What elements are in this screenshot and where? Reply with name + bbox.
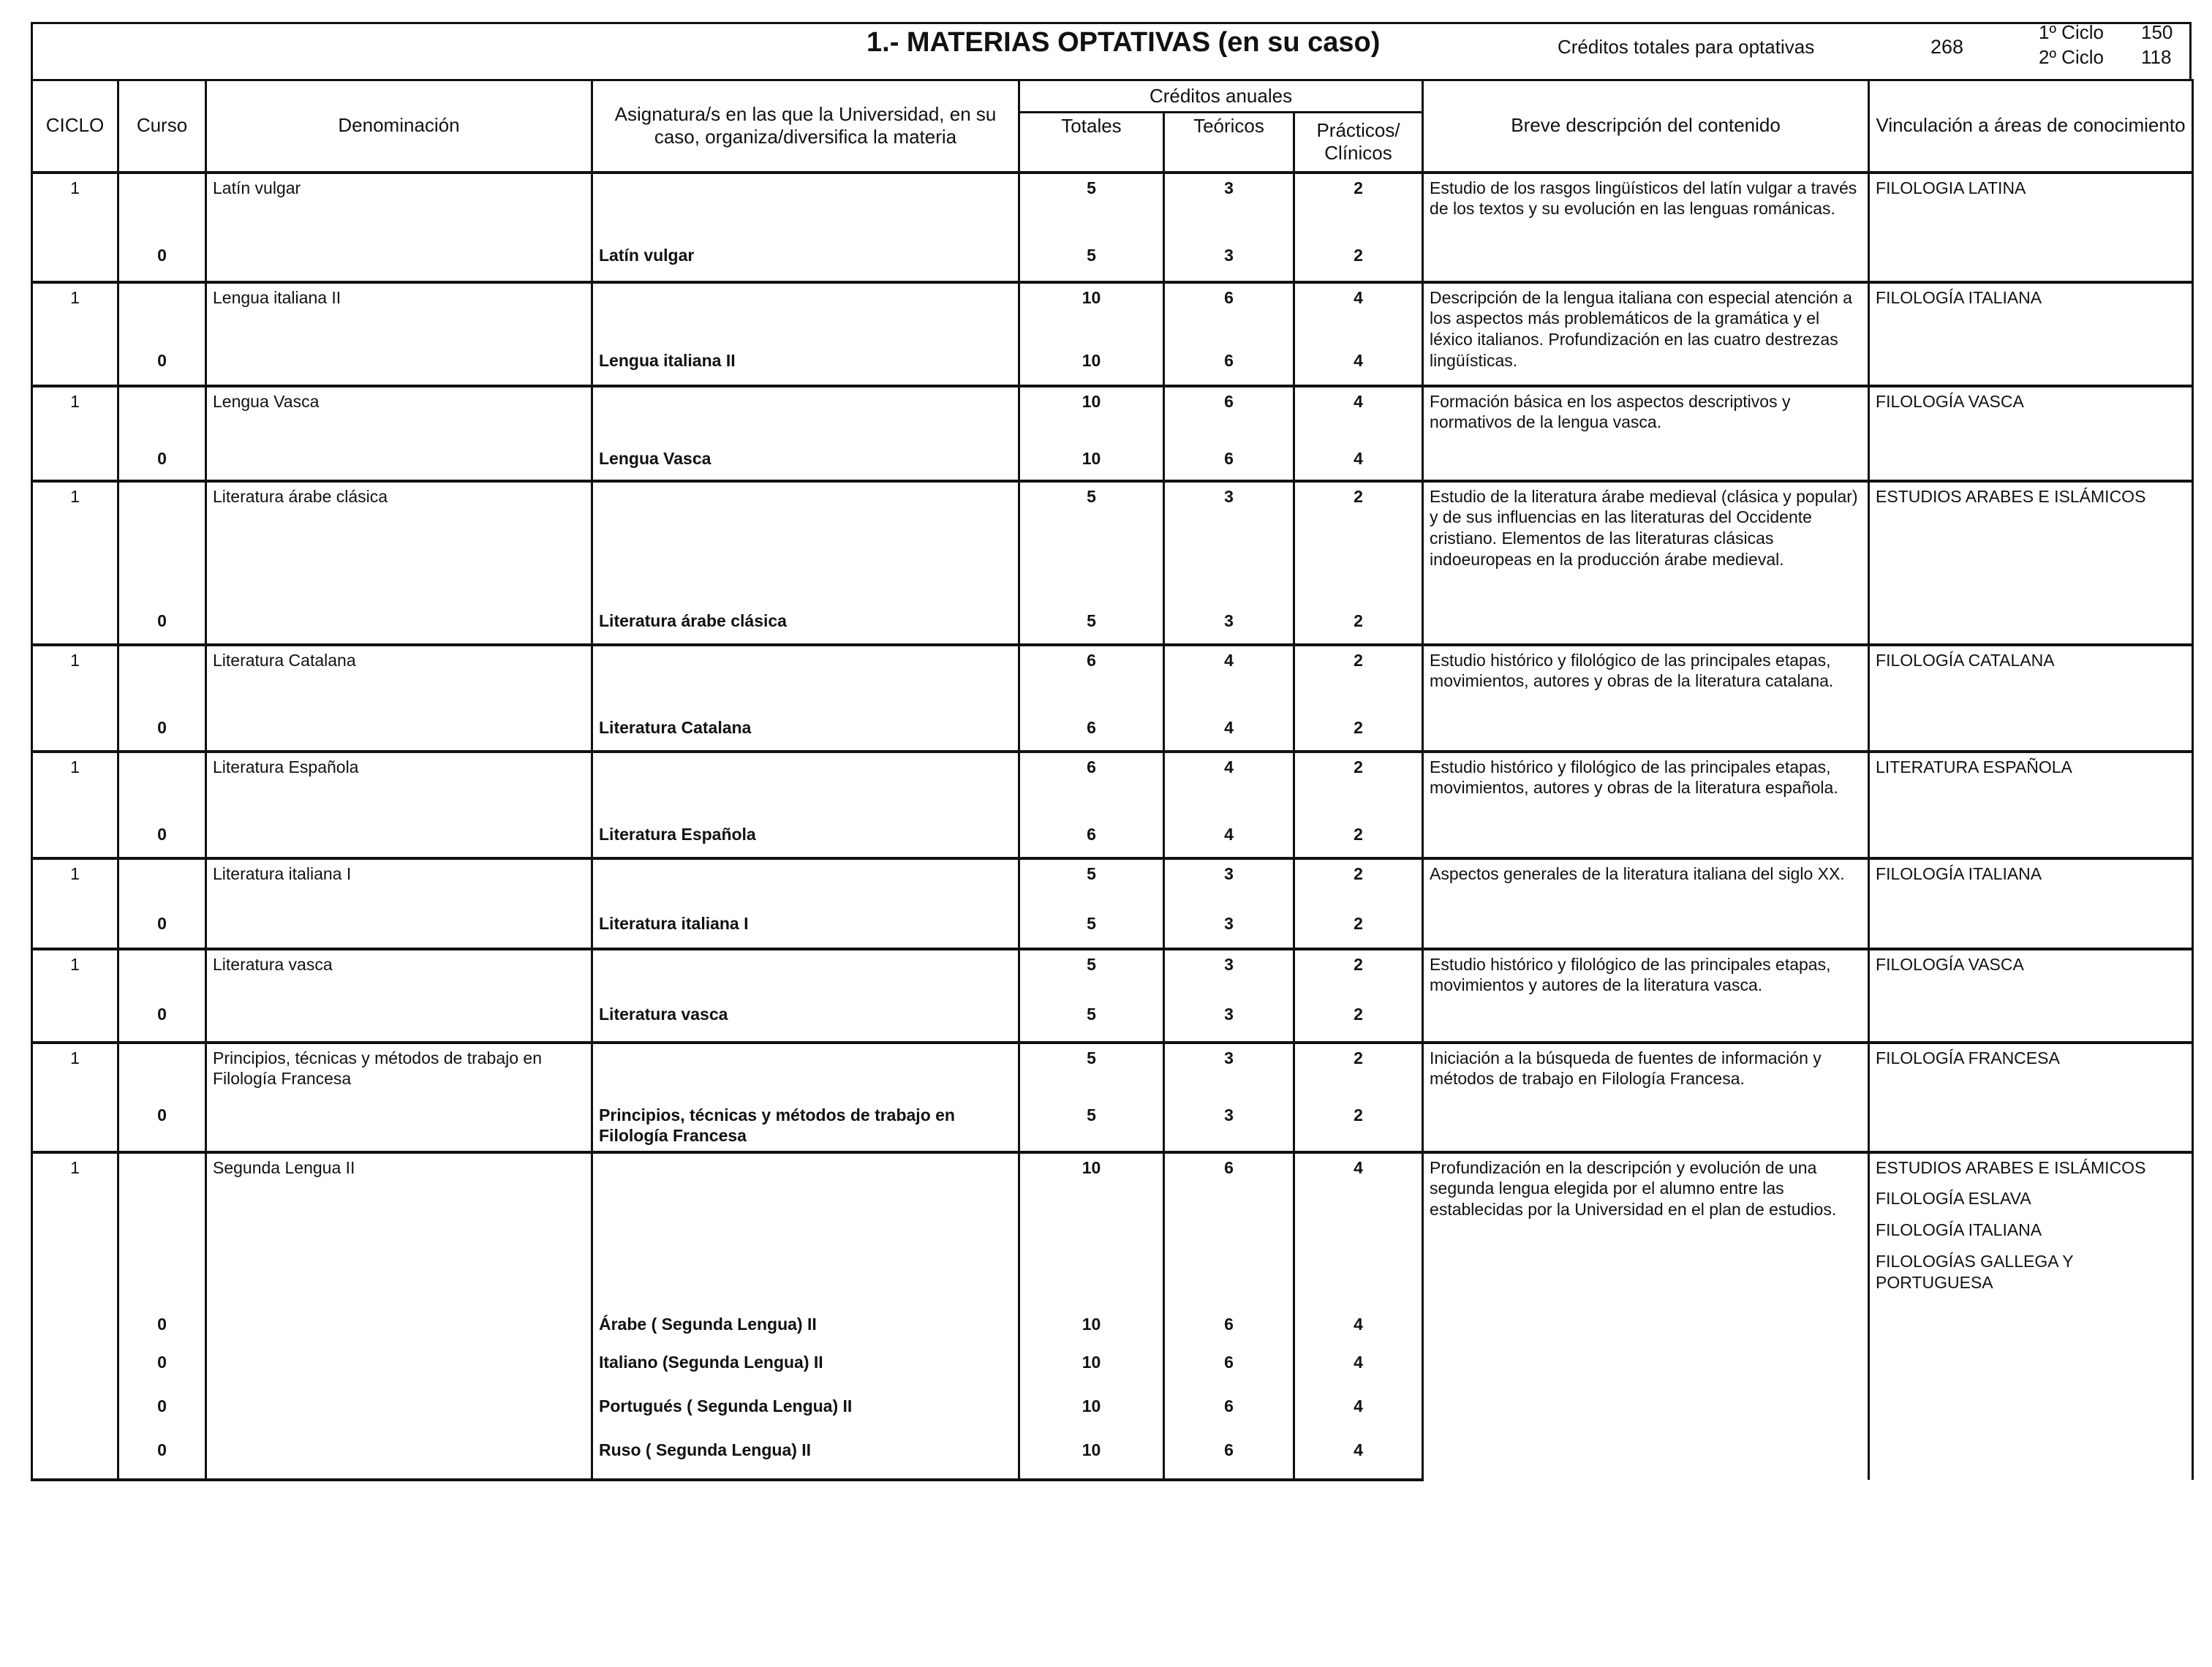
- curso-cell: 0: [118, 1348, 206, 1392]
- col-descripcion-header: Breve descripción del contenido: [1423, 80, 1869, 173]
- practicos-cell: 2: [1294, 645, 1423, 714]
- area-item: FILOLOGÍA ITALIANA: [1876, 1220, 2042, 1239]
- ciclo-cell: [32, 1101, 118, 1152]
- ciclo-cell: [32, 1348, 118, 1392]
- denominacion-cell: [206, 1436, 592, 1480]
- total-credits-label: Créditos totales para optativas: [1558, 36, 1815, 58]
- asignatura-cell: Lengua Vasca: [592, 445, 1019, 481]
- totales-cell: 6: [1019, 820, 1164, 858]
- ciclo-cell: 1: [32, 173, 118, 241]
- denominacion-cell: [206, 445, 592, 481]
- ciclo-cell: [32, 1436, 118, 1480]
- totales-cell: 10: [1019, 282, 1164, 347]
- totales-cell: 5: [1019, 481, 1164, 607]
- cycle1-label: 1º Ciclo: [2039, 21, 2104, 43]
- curso-cell: [118, 645, 206, 714]
- denominacion-cell: Principios, técnicas y métodos de trabajo en Filología Francesa: [206, 1043, 592, 1101]
- ciclo-cell: [32, 820, 118, 858]
- area-item: FILOLOGÍA CATALANA: [1876, 650, 2055, 670]
- practicos-cell: 2: [1294, 910, 1423, 949]
- col-denominacion-header: Denominación: [206, 80, 592, 173]
- totales-cell: 6: [1019, 645, 1164, 714]
- ciclo-cell: [32, 347, 118, 386]
- col-curso-header: Curso: [118, 80, 206, 173]
- totales-cell: 10: [1019, 347, 1164, 386]
- vinculacion-cell: [1869, 282, 2193, 386]
- descripcion-cell: Estudio histórico y filológico de las principales etapas, movimientos y autores de la literatura vasca.: [1423, 949, 1869, 1043]
- descripcion-cell: Estudio de la literatura árabe medieval (clásica y popular) y de sus influencias en las literaturas del Occidente cristiano. Elementos de las literaturas clásicas indoeuropeas en la producción árabe medieval.: [1423, 481, 1869, 645]
- vinculacion-cell: [1869, 386, 2193, 481]
- table-row: [32, 282, 2193, 347]
- practicos-cell: 4: [1294, 1348, 1423, 1392]
- ciclo-cell: [32, 1310, 118, 1348]
- practicos-cell: 2: [1294, 1043, 1423, 1101]
- descripcion-cell: Estudio histórico y filológico de las principales etapas, movimientos, autores y obras de la literatura catalana.: [1423, 645, 1869, 752]
- col-totales-header: Totales: [1019, 113, 1164, 173]
- totales-cell: 5: [1019, 858, 1164, 910]
- asignatura-cell: Literatura Catalana: [592, 714, 1019, 752]
- curso-cell: [118, 481, 206, 607]
- ciclo-cell: 1: [32, 481, 118, 607]
- vinculacion-cell: [1869, 752, 2193, 858]
- curso-cell: 0: [118, 445, 206, 481]
- ciclo-cell: [32, 445, 118, 481]
- cycle2-value: 118: [2141, 46, 2172, 68]
- totales-cell: 10: [1019, 386, 1164, 445]
- practicos-cell: 4: [1294, 1436, 1423, 1480]
- asignatura-cell: [592, 1043, 1019, 1101]
- denominacion-cell: Literatura vasca: [206, 949, 592, 1000]
- table-row: [32, 645, 2193, 714]
- denominacion-cell: [206, 241, 592, 282]
- descripcion-cell: Estudio histórico y filológico de las principales etapas, movimientos, autores y obras de la literatura española.: [1423, 752, 1869, 858]
- teoricos-cell: 6: [1164, 1152, 1294, 1310]
- denominacion-cell: Lengua italiana II: [206, 282, 592, 347]
- practicos-cell: 2: [1294, 1000, 1423, 1043]
- practicos-cell: 4: [1294, 386, 1423, 445]
- curso-cell: 0: [118, 347, 206, 386]
- teoricos-cell: 4: [1164, 820, 1294, 858]
- subjects-table: [31, 79, 2194, 1481]
- denominacion-cell: Literatura italiana I: [206, 858, 592, 910]
- teoricos-cell: 6: [1164, 282, 1294, 347]
- curso-cell: [118, 173, 206, 241]
- curso-cell: 0: [118, 910, 206, 949]
- ciclo-cell: [32, 714, 118, 752]
- curso-cell: [118, 1152, 206, 1310]
- asignatura-cell: [592, 752, 1019, 820]
- curso-cell: [118, 282, 206, 347]
- asignatura-cell: [592, 949, 1019, 1000]
- vinculacion-cell: [1869, 1043, 2193, 1152]
- asignatura-cell: [592, 173, 1019, 241]
- totales-cell: 5: [1019, 910, 1164, 949]
- totales-cell: 10: [1019, 1348, 1164, 1392]
- col-practicos-header: Prácticos/ Clínicos: [1294, 113, 1423, 173]
- vinculacion-cell: [1869, 173, 2193, 282]
- practicos-cell: 4: [1294, 445, 1423, 481]
- totales-cell: 5: [1019, 1000, 1164, 1043]
- totales-cell: 5: [1019, 173, 1164, 241]
- descripcion-cell: Iniciación a la búsqueda de fuentes de información y métodos de trabajo en Filología Francesa.: [1423, 1043, 1869, 1152]
- total-credits-value: 268: [1930, 36, 1964, 58]
- asignatura-cell: [592, 1152, 1019, 1310]
- asignatura-cell: Literatura italiana I: [592, 910, 1019, 949]
- practicos-cell: 2: [1294, 607, 1423, 645]
- teoricos-cell: 6: [1164, 445, 1294, 481]
- curso-cell: 0: [118, 1436, 206, 1480]
- denominacion-cell: [206, 820, 592, 858]
- practicos-cell: 2: [1294, 820, 1423, 858]
- totales-cell: 10: [1019, 1310, 1164, 1348]
- teoricos-cell: 4: [1164, 645, 1294, 714]
- area-item: FILOLOGÍA VASCA: [1876, 954, 2024, 974]
- denominacion-cell: [206, 347, 592, 386]
- practicos-cell: 2: [1294, 173, 1423, 241]
- totales-cell: 5: [1019, 1101, 1164, 1152]
- asignatura-cell: Árabe ( Segunda Lengua) II: [592, 1310, 1019, 1348]
- ciclo-cell: 1: [32, 1043, 118, 1101]
- col-teoricos-header: Teóricos: [1164, 113, 1294, 173]
- area-item: LITERATURA ESPAÑOLA: [1876, 757, 2072, 776]
- col-vinculacion-header: Vinculación a áreas de conocimiento: [1869, 80, 2193, 173]
- asignatura-cell: [592, 282, 1019, 347]
- asignatura-cell: Principios, técnicas y métodos de trabajo en Filología Francesa: [592, 1101, 1019, 1152]
- col-creditos-header: Créditos anuales: [1019, 80, 1423, 113]
- denominacion-cell: Literatura Catalana: [206, 645, 592, 714]
- descripcion-cell: Descripción de la lengua italiana con especial atención a los aspectos más problemáticos de la gramática y el léxico italianos. Profundización en las cuatro destrezas lingüísticas.: [1423, 282, 1869, 386]
- table-row: [32, 858, 2193, 910]
- vinculacion-cell: [1869, 1152, 2193, 1480]
- table-header: [32, 80, 2193, 173]
- practicos-cell: 4: [1294, 1310, 1423, 1348]
- asignatura-cell: Literatura Española: [592, 820, 1019, 858]
- curso-cell: 0: [118, 820, 206, 858]
- cycle2-label: 2º Ciclo: [2039, 46, 2104, 68]
- teoricos-cell: 6: [1164, 1348, 1294, 1392]
- asignatura-cell: Italiano (Segunda Lengua) II: [592, 1348, 1019, 1392]
- teoricos-cell: 6: [1164, 386, 1294, 445]
- asignatura-cell: Portugués ( Segunda Lengua) II: [592, 1392, 1019, 1436]
- vinculacion-cell: [1869, 481, 2193, 645]
- denominacion-cell: [206, 910, 592, 949]
- table-row: [32, 173, 2193, 241]
- ciclo-cell: 1: [32, 858, 118, 910]
- area-item: FILOLOGÍA VASCA: [1876, 391, 2024, 411]
- asignatura-cell: [592, 858, 1019, 910]
- area-item: ESTUDIOS ARABES E ISLÁMICOS: [1876, 1157, 2146, 1177]
- totales-cell: 10: [1019, 1152, 1164, 1310]
- ciclo-cell: [32, 607, 118, 645]
- teoricos-cell: 3: [1164, 607, 1294, 645]
- descripcion-cell: Formación básica en los aspectos descriptivos y normativos de la lengua vasca.: [1423, 386, 1869, 481]
- ciclo-cell: [32, 1392, 118, 1436]
- curso-cell: 0: [118, 607, 206, 645]
- area-item: FILOLOGÍA ITALIANA: [1876, 863, 2042, 883]
- practicos-cell: 2: [1294, 858, 1423, 910]
- table-row: [32, 1152, 2193, 1310]
- practicos-cell: 4: [1294, 1392, 1423, 1436]
- curso-cell: 0: [118, 714, 206, 752]
- optional-subjects-sheet: [31, 22, 2192, 1481]
- teoricos-cell: 6: [1164, 1436, 1294, 1480]
- teoricos-cell: 3: [1164, 481, 1294, 607]
- totales-cell: 5: [1019, 241, 1164, 282]
- ciclo-cell: 1: [32, 645, 118, 714]
- descripcion-cell: Aspectos generales de la literatura italiana del siglo XX.: [1423, 858, 1869, 949]
- denominacion-cell: Literatura árabe clásica: [206, 481, 592, 607]
- ciclo-cell: [32, 1000, 118, 1043]
- asignatura-cell: Lengua italiana II: [592, 347, 1019, 386]
- vinculacion-cell: [1869, 858, 2193, 949]
- curso-cell: 0: [118, 241, 206, 282]
- totales-cell: 10: [1019, 1392, 1164, 1436]
- table-row: [32, 481, 2193, 607]
- asignatura-cell: [592, 481, 1019, 607]
- teoricos-cell: 6: [1164, 347, 1294, 386]
- title-band: [31, 22, 2192, 79]
- document-title: 1.- MATERIAS OPTATIVAS (en su caso): [867, 27, 1381, 58]
- teoricos-cell: 6: [1164, 1310, 1294, 1348]
- ciclo-cell: 1: [32, 752, 118, 820]
- col-asignaturas-header: Asignatura/s en las que la Universidad, en su caso, organiza/diversifica la materia: [592, 80, 1019, 173]
- teoricos-cell: 4: [1164, 752, 1294, 820]
- area-item: FILOLOGÍAS GALLEGA Y PORTUGUESA: [1876, 1251, 2074, 1292]
- asignatura-cell: Literatura vasca: [592, 1000, 1019, 1043]
- practicos-cell: 2: [1294, 1101, 1423, 1152]
- practicos-cell: 2: [1294, 241, 1423, 282]
- teoricos-cell: 3: [1164, 910, 1294, 949]
- practicos-cell: 2: [1294, 481, 1423, 607]
- denominacion-cell: Segunda Lengua II: [206, 1152, 592, 1310]
- area-item: ESTUDIOS ARABES E ISLÁMICOS: [1876, 486, 2146, 506]
- teoricos-cell: 6: [1164, 1392, 1294, 1436]
- teoricos-cell: 3: [1164, 241, 1294, 282]
- ciclo-cell: [32, 241, 118, 282]
- asignatura-cell: Ruso ( Segunda Lengua) II: [592, 1436, 1019, 1480]
- denominacion-cell: [206, 607, 592, 645]
- teoricos-cell: 3: [1164, 1043, 1294, 1101]
- teoricos-cell: 3: [1164, 949, 1294, 1000]
- vinculacion-cell: [1869, 645, 2193, 752]
- teoricos-cell: 4: [1164, 714, 1294, 752]
- table-body: [32, 173, 2193, 1480]
- area-item: FILOLOGÍA FRANCESA: [1876, 1048, 2060, 1067]
- totales-cell: 6: [1019, 752, 1164, 820]
- curso-cell: 0: [118, 1101, 206, 1152]
- table-row: [32, 752, 2193, 820]
- curso-cell: [118, 858, 206, 910]
- practicos-cell: 4: [1294, 347, 1423, 386]
- denominacion-cell: Literatura Española: [206, 752, 592, 820]
- ciclo-cell: [32, 910, 118, 949]
- ciclo-cell: 1: [32, 386, 118, 445]
- curso-cell: [118, 752, 206, 820]
- denominacion-cell: [206, 1348, 592, 1392]
- curso-cell: 0: [118, 1392, 206, 1436]
- denominacion-cell: [206, 1310, 592, 1348]
- table-row: [32, 949, 2193, 1000]
- teoricos-cell: 3: [1164, 173, 1294, 241]
- curso-cell: [118, 949, 206, 1000]
- table-row: [32, 386, 2193, 445]
- curso-cell: 0: [118, 1000, 206, 1043]
- area-item: FILOLOGÍA ESLAVA: [1876, 1189, 2031, 1209]
- totales-cell: 5: [1019, 1043, 1164, 1101]
- ciclo-cell: 1: [32, 282, 118, 347]
- denominacion-cell: Latín vulgar: [206, 173, 592, 241]
- asignatura-cell: Latín vulgar: [592, 241, 1019, 282]
- descripcion-cell: Estudio de los rasgos lingüísticos del latín vulgar a través de los textos y su evolución en las lenguas románicas.: [1423, 173, 1869, 282]
- asignatura-cell: Literatura árabe clásica: [592, 607, 1019, 645]
- totales-cell: 10: [1019, 445, 1164, 481]
- cycle1-value: 150: [2141, 21, 2173, 43]
- practicos-cell: 2: [1294, 949, 1423, 1000]
- practicos-cell: 2: [1294, 714, 1423, 752]
- curso-cell: 0: [118, 1310, 206, 1348]
- totales-cell: 10: [1019, 1436, 1164, 1480]
- ciclo-cell: 1: [32, 1152, 118, 1310]
- practicos-cell: 2: [1294, 752, 1423, 820]
- curso-cell: [118, 386, 206, 445]
- denominacion-cell: [206, 1392, 592, 1436]
- denominacion-cell: [206, 1101, 592, 1152]
- area-item: FILOLOGÍA ITALIANA: [1876, 287, 2042, 307]
- col-ciclo-header: CICLO: [32, 80, 118, 173]
- asignatura-cell: [592, 386, 1019, 445]
- denominacion-cell: Lengua Vasca: [206, 386, 592, 445]
- practicos-cell: 4: [1294, 1152, 1423, 1310]
- teoricos-cell: 3: [1164, 1000, 1294, 1043]
- totales-cell: 6: [1019, 714, 1164, 752]
- practicos-cell: 4: [1294, 282, 1423, 347]
- denominacion-cell: [206, 1000, 592, 1043]
- area-item: FILOLOGIA LATINA: [1876, 178, 2026, 197]
- totales-cell: 5: [1019, 949, 1164, 1000]
- teoricos-cell: 3: [1164, 858, 1294, 910]
- curso-cell: [118, 1043, 206, 1101]
- totales-cell: 5: [1019, 607, 1164, 645]
- denominacion-cell: [206, 714, 592, 752]
- table-row: [32, 1043, 2193, 1101]
- asignatura-cell: [592, 645, 1019, 714]
- vinculacion-cell: [1869, 949, 2193, 1043]
- teoricos-cell: 3: [1164, 1101, 1294, 1152]
- ciclo-cell: 1: [32, 949, 118, 1000]
- descripcion-cell: Profundización en la descripción y evolución de una segunda lengua elegida por el alumno entre las establecidas por la Universidad en el plan de estudios.: [1423, 1152, 1869, 1480]
